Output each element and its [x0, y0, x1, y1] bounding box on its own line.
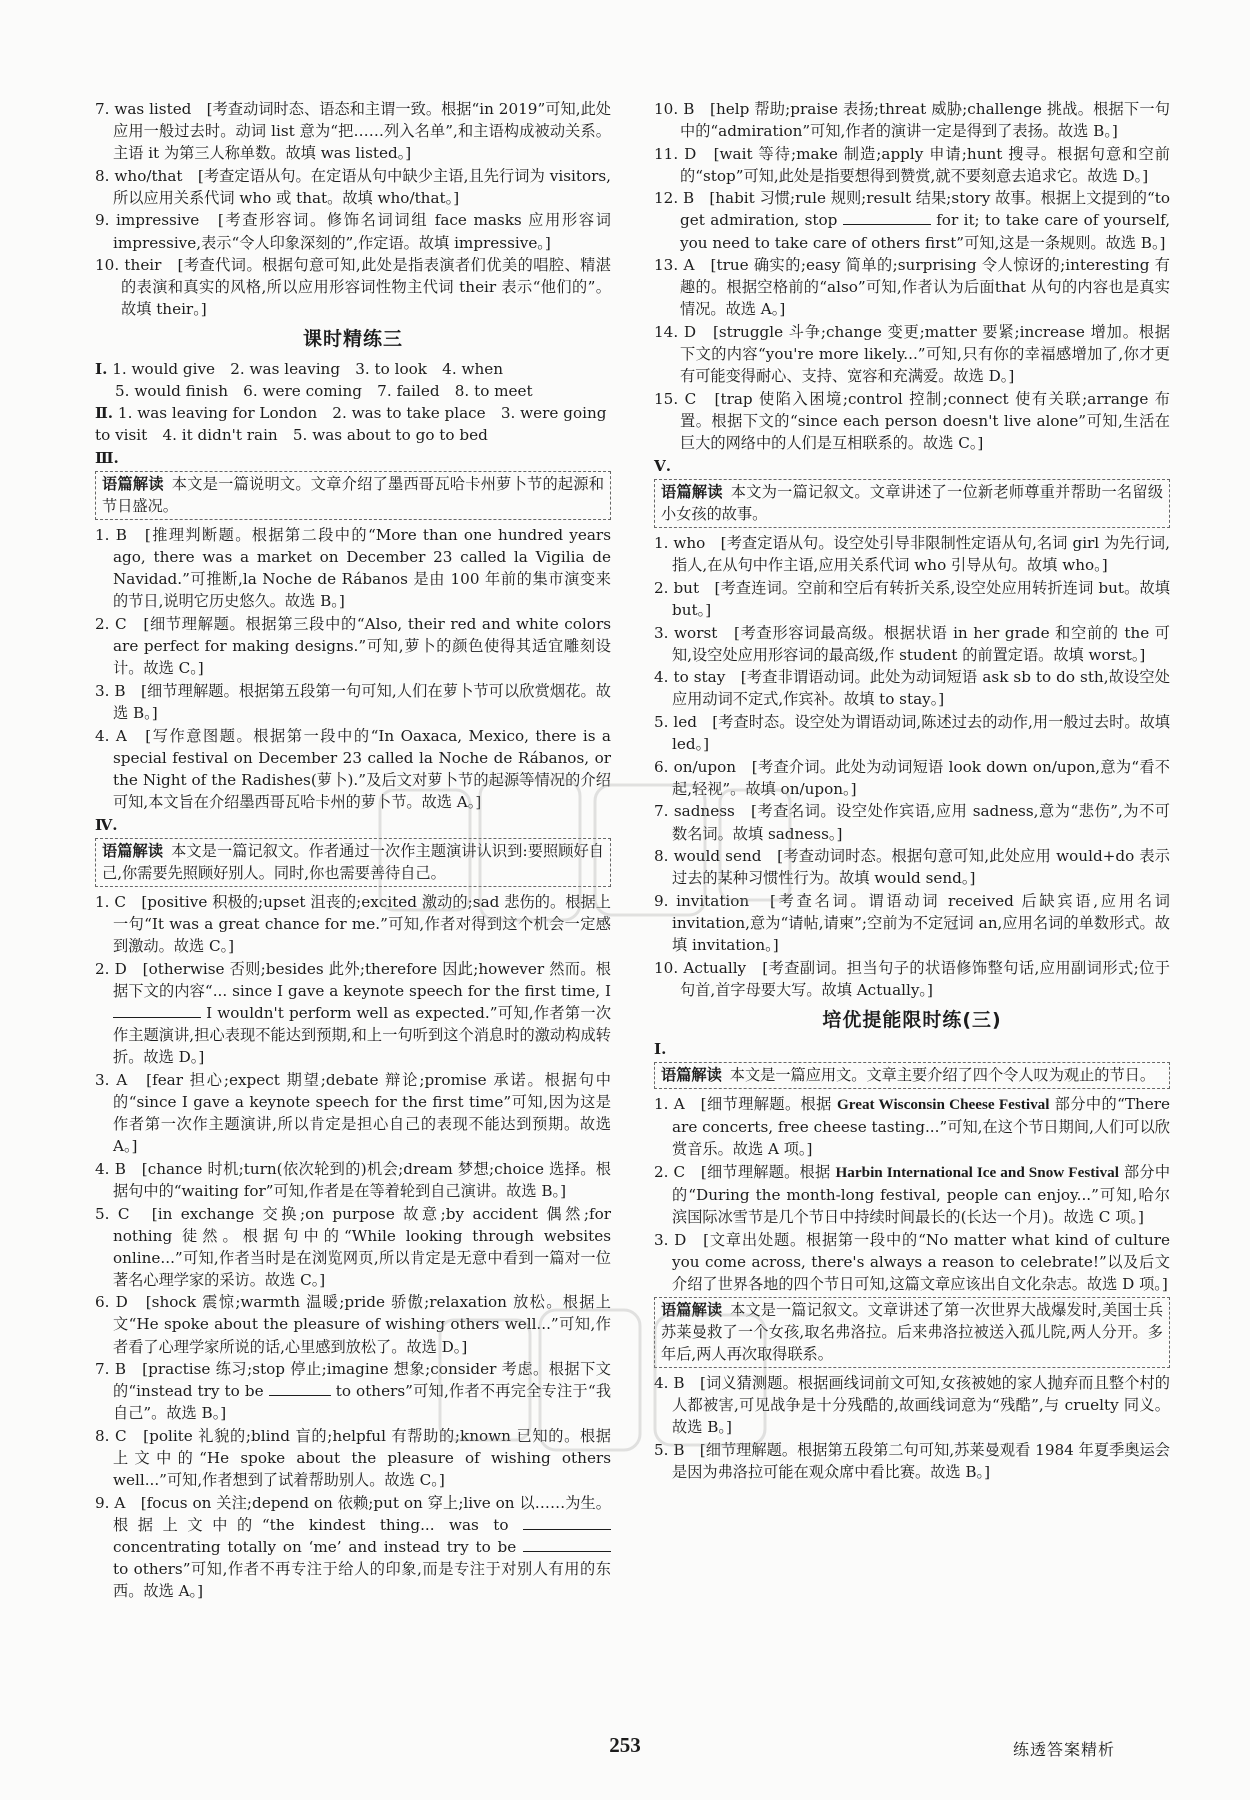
answer-q9: 9. impressive [考查形容词。修饰名词词组 face masks 应用形容词 impressive,表示“令人印象深刻的”,作定语。故填 impressive。] [95, 211, 611, 252]
answer-iv-5: 5. C [in exchange 交换;on purpose 故意;by accident 偶然;for nothing 徒然。根据句中的“While looking through websites online...”可知,作者当时是在浏览网页,所以肯定是无意中看到一篇对一位著名心理学家的采访。故选 C。] [95, 1204, 611, 1289]
answer-v-5: 5. led [考查时态。设空处为谓语动词,陈述过去的动作,用一般过去时。故填 led。] [654, 713, 1170, 754]
page-number: 253 [609, 1733, 641, 1757]
section-title-timed-practice: 培优提能限时练(三) [822, 1008, 1002, 1031]
answer-v-8: 8. would send [考查动词时态。根据句意可知,此处应用 would+do 表示过去的某种习惯性行为。故填 would send。] [654, 847, 1170, 888]
answer-q10: 10. their [考查代词。根据句意可知,此处是指表演者们优美的唱腔、精湛的表演和真实的风格,所以应用形容词性物主代词 their 表示“他们的”。故填 their。] [95, 256, 611, 319]
passage-analysis-text: 本文为一篇记叙文。文章讲述了一位新老师尊重并帮助一名留级小女孩的故事。 [661, 483, 1164, 524]
answer-v-7: 7. sadness [考查名词。设空处作宾语,应用 sadness,意为“悲伤”,为不可数名词。故填 sadness。] [654, 802, 1170, 843]
footer-label: 练透答案精析 [1013, 1740, 1116, 1759]
part-ii-label: Ⅱ. [95, 403, 114, 422]
answer-timed-2-part-a: 2. C [细节理解题。根据 [654, 1162, 831, 1181]
answer-timed-1-part-a: 1. A [细节理解题。根据 [654, 1095, 832, 1114]
answer-iv-2 [95, 958, 611, 1068]
answer-v-4: 4. to stay [考查非谓语动词。此处为动词短语 ask sb to do sth,故设空处应用动词不定式,作宾补。故填 to stay。] [654, 668, 1170, 709]
answer-iv-9-part-b: concentrating totally on ‘me’ and instead try to be [113, 1537, 517, 1556]
passage-analysis-text: 本文是一篇应用文。文章主要介绍了四个令人叹为观止的节日。 [729, 1065, 1155, 1084]
answer-timed-3: 3. D [文章出处题。根据第一段中的“No matter what kind of culture you come across, there's always a reason to celebrate!”以及后文介绍了世界各地的四个节日可知,这篇文章应该出自文化杂志。故选 D 项。] [654, 1230, 1170, 1293]
part-v-label: Ⅴ. [654, 457, 672, 475]
part-iii-label: Ⅲ. [95, 448, 119, 467]
answer-iv-3: 3. A [fear 担心;expect 期望;debate 辩论;promise 承诺。根据句中的“since I gave a keynote speech for the first time”可知,因为这是作者第一次作主题演讲,所以肯定是担心自己的表现不能达到预期。故选 A。] [95, 1070, 611, 1156]
answer-timed-2 [654, 1161, 1170, 1228]
passage-analysis-label: 语篇解读 [661, 1300, 723, 1319]
blank-line [843, 210, 931, 225]
answer-iv-7-part-b: to others”可知,作者不再完全专注于“我自己”。故选 B。] [113, 1382, 612, 1423]
answer-timed-5: 5. B [细节理解题。根据第五段第二句可知,苏莱曼观看 1984 年夏季奥运会是因为弗洛拉可能在观众席中看比赛。故选 B。] [654, 1440, 1170, 1482]
part-i-answers [95, 358, 611, 402]
passage-analysis-text: 本文是一篇记叙文。文章讲述了第一次世界大战爆发时,美国士兵苏莱曼救了一个女孩,取名弗洛拉。后来弗洛拉被送入孤儿院,两人分开。多年后,两人再次取得联系。 [661, 1300, 1164, 1364]
answer-timed-2-part-b: 部分中的“During the month-long festival, people can enjoy...”可知,哈尔滨国际冰雪节是几个节日中持续时间最长的(长达一个月)。故选 C 项。] [672, 1162, 1171, 1226]
answer-iv-4: 4. B [chance 时机;turn(依次轮到的)机会;dream 梦想;choice 选择。根据句中的“waiting for”可知,作者是在等着轮到自己演讲。故选 B。] [95, 1159, 611, 1200]
blank-line [523, 1515, 611, 1530]
passage-analysis-box-2 [654, 1297, 1170, 1368]
festival-name: Harbin International Ice and Snow Festival [835, 1163, 1119, 1181]
answer-timed-4: 4. B [词义猜测题。根据画线词前文可知,女孩被她的家人抛弃而且整个村的人都被害,可见战争是十分残酷的,故画线词意为“残酷”,与 cruelty 同义。故选 B。] [654, 1374, 1170, 1437]
answer-v-3: 3. worst [考查形容词最高级。根据状语 in her grade 和空前的 the 可知,设空处应用形容词的最高级,作 student 的前置定语。故填 worst。] [654, 623, 1170, 664]
answer-iv-11: 11. D [wait 等待;make 制造;apply 申请;hunt 搜寻。根据句意和空前的“stop”可知,此处是指要想得到赞赏,就不要刻意去追求它。故选 D。] [654, 144, 1170, 185]
answer-iv-12 [654, 187, 1170, 253]
answer-iv-13: 13. A [true 确实的;easy 简单的;surprising 令人惊讶的;interesting 有趣的。根据空格前的“also”可知,作者认为后面that 从句的内容也是真实情况。故选 A。] [654, 256, 1170, 319]
passage-analysis-box-iv [95, 838, 611, 887]
answer-iv-10: 10. B [help 帮助;praise 表扬;threat 威胁;challenge 挑战。根据下一句中的“admiration”可知,作者的演讲一定是得到了表扬。故选 B。] [654, 100, 1170, 141]
answer-iii-3: 3. B [细节理解题。根据第五段第一句可知,人们在萝卜节可以欣赏烟花。故选 B。] [95, 681, 611, 722]
answer-q8: 8. who/that [考查定语从句。在定语从句中缺少主语,且先行词为 visitors,所以应用关系代词 who 或 that。故填 who/that。] [95, 166, 611, 207]
answer-iv-8: 8. C [polite 礼貌的;blind 盲的;helpful 有帮助的;known 已知的。根据上文中的“He spoke about the pleasure of wishing others well...”可知,作者想到了试着帮助别人。故选 C。] [95, 1426, 611, 1490]
blank-line [523, 1537, 611, 1552]
part-iv-label: Ⅳ. [95, 815, 118, 834]
part-i-line-2: 5. would finish 6. were coming 7. failed 8. to meet [115, 381, 533, 400]
passage-analysis-text: 本文是一篇说明文。文章介绍了墨西哥瓦哈卡州萝卜节的起源和节日盛况。 [102, 475, 605, 516]
passage-analysis-box-1 [654, 1062, 1170, 1089]
answer-iv-12-part-b: for it; to take care of yourself, you need to take care of others first”可知,这是一条规则。故选 B。] [680, 211, 1171, 252]
answer-iv-2-part-b: I wouldn't perform well as expected.”可知,作者第一次作主题演讲,担心表现不能达到预期,和上一句听到这个消息时的激动构成转折。故选 D。] [113, 1004, 612, 1067]
passage-analysis-box-iii [95, 471, 611, 520]
festival-name: Great Wisconsin Cheese Festival [836, 1096, 1050, 1114]
passage-analysis-label: 语篇解读 [661, 1065, 722, 1084]
answer-iv-2-part-a: 2. D [otherwise 否则;besides 此外;therefore 因此;however 然而。根据下文的内容“... since I gave a keynote speech for the first time, I [95, 959, 611, 1001]
part-ii-text: 1. was leaving for London 2. was to take place 3. were going to visit 4. it didn't rain 5. was about to go to bed [95, 403, 607, 444]
answer-iv-9 [95, 1492, 611, 1602]
left-column [95, 98, 611, 1603]
passage-analysis-label: 语篇解读 [102, 842, 164, 860]
answer-iv-7 [95, 1358, 611, 1424]
answer-iii-2: 2. C [细节理解题。根据第三段中的“Also, their red and white colors are perfect for making designs.”可知,萝卜的颜色使得其适宜雕刻设计。故选 C。] [95, 615, 611, 678]
answer-iv-6: 6. D [shock 震惊;warmth 温暖;pride 骄傲;relaxation 放松。根据上文“He spoke about the pleasure of wishing others well...”可知,作者看了心理学家所说的话,心里感到放松了。故选 D。] [95, 1293, 611, 1356]
answer-iii-4: 4. A [写作意图题。根据第一段中的“In Oaxaca, Mexico, there is a special festival on December 23 called la Noche de Rábanos, or the Night of the Radishes(萝卜).”及后文对萝卜节的起源等情况的介绍可知,本文旨在介绍墨西哥瓦哈卡州的萝卜节。故选 A。] [95, 726, 611, 811]
right-column [654, 98, 1170, 1484]
passage-analysis-text: 本文是一篇记叙文。作者通过一次作主题演讲认识到:要照顾好自己,你需要先照顾好别人。同时,你也需要善待自己。 [102, 842, 604, 883]
passage-analysis-label: 语篇解读 [661, 483, 723, 502]
answer-v-6: 6. on/upon [考查介词。此处为动词短语 look down on/upon,意为“看不起,轻视”。故填 on/upon。] [654, 757, 1170, 798]
answer-q7: 7. was listed [考查动词时态、语态和主谓一致。根据“in 2019”可知,此处应用一般过去时。动词 list 意为“把……列入名单”,和主语构成被动关系。主语 it 为第三人称单数。故填 was listed。] [95, 100, 611, 163]
part-ii-answers [95, 402, 611, 446]
answer-timed-1-part-b: 部分中的“There are concerts, free cheese tasting...”可知,在这个节日期间,人们可以欣赏音乐。故选 A 项。] [672, 1095, 1170, 1159]
answer-iv-7-part-a: 7. B [practise 练习;stop 停止;imagine 想象;consider 考虑。根据下文的“instead try to be [95, 1360, 611, 1401]
answer-iv-9-part-a: 9. A [focus on 关注;depend on 依赖;put on 穿上;live on 以……为生。根据上文中的“the kindest thing... was to [95, 1493, 611, 1534]
section-title-lesson-3: 课时精练三 [302, 328, 403, 351]
part-i-line-1: 1. would give 2. was leaving 3. to look 4. when [112, 359, 504, 378]
part-i-label: Ⅰ. [95, 359, 108, 378]
answer-iv-15: 15. C [trap 使陷入困境;control 控制;connect 使有关联;arrange 布置。根据下文的“since each person doesn't live alone”可知,生活在巨大的网络中的人们是互相联系的。故选 C。] [654, 389, 1170, 452]
answer-v-2: 2. but [考查连词。空前和空后有转折关系,设空处应用转折连词 but。故填 but。] [654, 578, 1170, 620]
answer-v-1: 1. who [考查定语从句。设空处引导非限制性定语从句,名词 girl 为先行词,指人,在从句中作主语,应用关系代词 who 引导从句。故填 who。] [654, 534, 1170, 575]
part-i-label-timed: Ⅰ. [654, 1039, 667, 1058]
passage-analysis-box-v [654, 479, 1170, 528]
answer-iv-1: 1. C [positive 积极的;upset 沮丧的;excited 激动的;sad 悲伤的。根据上一句“It was a great chance for me.”可知,作者对得到这个机会一定感到激动。故选 C。] [95, 893, 611, 956]
answer-v-10: 10. Actually [考查副词。担当句子的状语修饰整句话,应用副词形式;位于句首,首字母要大写。故填 Actually。] [654, 958, 1170, 999]
answer-v-9: 9. invitation [考查名词。谓语动词 received 后缺宾语,应用名词 invitation,意为“请帖,请柬”;空前为不定冠词 an,应用名词的单数形式。故填 invitation。] [654, 891, 1170, 954]
answer-iv-12-part-a: 12. B [habit 习惯;rule 规则;result 结果;story 故事。根据上文提到的“to get admiration, stop [654, 189, 1170, 230]
blank-line [269, 1381, 331, 1396]
answer-iv-9-part-c: to others”可知,作者不再专注于给人的印象,而是专注于对别人有用的东西。故选 A。] [113, 1560, 611, 1601]
blank-line [113, 1003, 201, 1018]
answer-iv-14: 14. D [struggle 斗争;change 变更;matter 要紧;increase 增加。根据下文的内容“you're more likely...”可知,只有你的幸福感增加了,你才更有可能变得耐心、支持、宽容和充满爱。故选 D。] [654, 322, 1170, 386]
passage-analysis-label: 语篇解读 [102, 475, 164, 493]
answer-iii-1: 1. B [推理判断题。根据第二段中的“More than one hundred years ago, there was a market on December 23 called la Vigilia de Navidad.”可推断,la Noche de Rábanos 是由 100 年前的集市演变来的节日,说明它历史悠久。故选 B。] [95, 526, 611, 611]
answer-timed-1 [654, 1093, 1170, 1160]
